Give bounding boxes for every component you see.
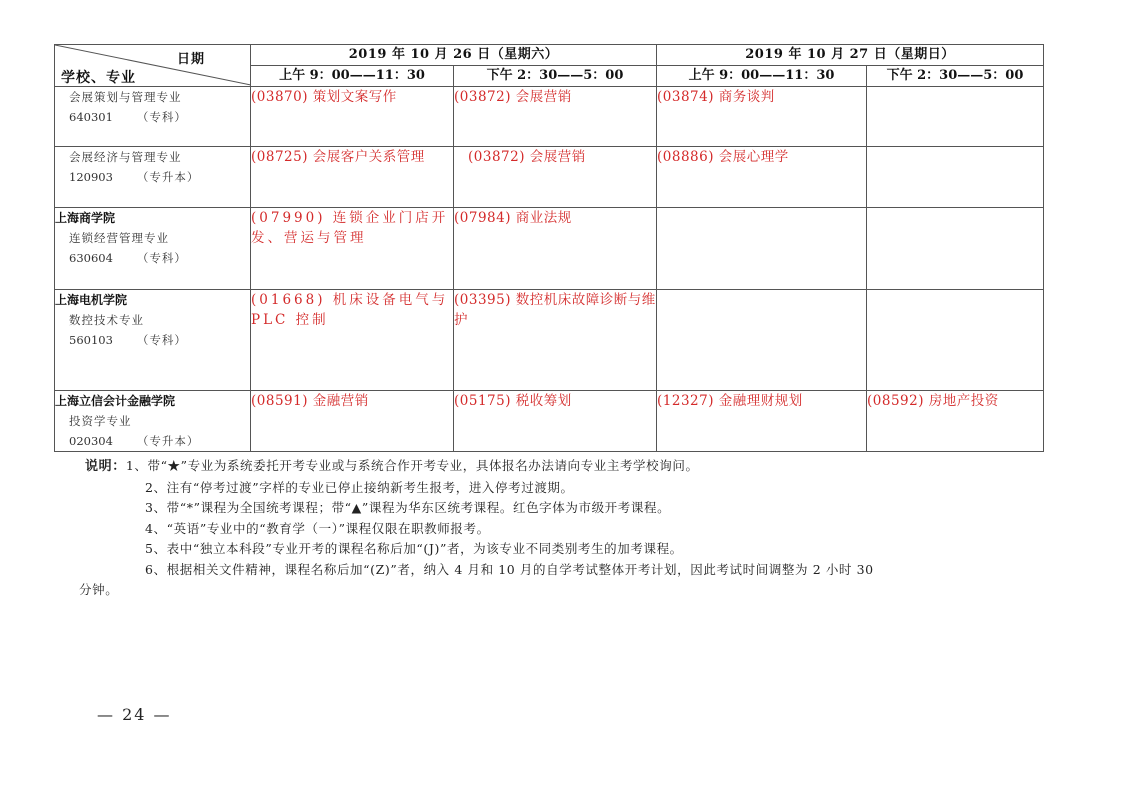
course-cell: [867, 147, 1044, 208]
course-cell: (03870) 策划文案写作: [251, 87, 454, 147]
code-value: 640301: [69, 110, 113, 124]
notes-label: 说明：: [85, 459, 126, 474]
course-cell: (05175) 税收筹划: [454, 391, 657, 452]
course-cell: [867, 290, 1044, 391]
day-header-1: 2019 年 10 月 26 日（星期六）: [251, 45, 657, 66]
course-cell: [867, 87, 1044, 147]
level-value: （专升本）: [136, 434, 200, 448]
time-header-2: 下午 2：30——5：00: [454, 66, 657, 87]
course-cell: (08886) 会展心理学: [657, 147, 867, 208]
code-value: 630604: [69, 251, 113, 265]
major-name: 投资学专业: [69, 414, 132, 428]
table-row: [55, 87, 1044, 147]
table-row: [55, 208, 1044, 290]
course-cell: [867, 208, 1044, 290]
major-name: 会展经济与管理专业: [69, 150, 182, 164]
note-item: 2、注有“停考过渡”字样的专业已停止接纳新考生报考，进入停考过渡期。: [145, 479, 574, 495]
level-value: （专科）: [136, 333, 187, 347]
header-corner-cell: [55, 45, 251, 87]
major-code: [55, 248, 250, 268]
header-school-label: 学校、专业: [61, 70, 136, 86]
course-cell: (08591) 金融营销: [251, 391, 454, 452]
level-value: （专科）: [136, 251, 187, 265]
course-cell: (01668) 机床设备电气与PLC 控制: [251, 290, 454, 391]
note-item-continuation: 分钟。: [79, 582, 119, 597]
header-date-label: 日期: [176, 52, 205, 67]
major-name: 连锁经营管理专业: [69, 231, 169, 245]
major-code: [55, 431, 250, 451]
course-cell: (07984) 商业法规: [454, 208, 657, 290]
major-code: [55, 107, 250, 127]
day-header-2: 2019 年 10 月 27 日（星期日）: [657, 45, 1044, 66]
note-item: [85, 456, 1035, 478]
course-cell: [657, 208, 867, 290]
school-cell: [55, 147, 251, 208]
school-name: 上海立信会计金融学院: [55, 394, 176, 408]
course-cell: (12327) 金融理财规划: [657, 391, 867, 452]
note-item: 4、“英语”专业中的“教育学（一）”课程仅限在职教师报考。: [145, 520, 490, 536]
notes-section: [79, 456, 1035, 601]
course-cell: (08592) 房地产投资: [867, 391, 1044, 452]
time-header-3: 上午 9：00——11：30: [657, 66, 867, 87]
table-row: [55, 391, 1044, 452]
major-name: 会展策划与管理专业: [69, 90, 182, 104]
school-cell: [55, 391, 251, 452]
page-number: — 24 —: [97, 705, 172, 724]
table-row: [55, 290, 1044, 391]
note-item: 6、根据相关文件精神，课程名称后加“(Z)”者，纳入 4 月和 10 月的自学考试整体开考计划，因此考试时间调整为 2 小时 30: [145, 561, 874, 577]
school-name: 上海商学院: [55, 211, 116, 225]
major-code: [55, 330, 250, 350]
level-value: （专科）: [136, 110, 187, 124]
course-cell: (03874) 商务谈判: [657, 87, 867, 147]
course-cell: (03872) 会展营销: [454, 147, 657, 208]
exam-schedule-table: [54, 44, 1044, 452]
school-cell: [55, 290, 251, 391]
code-value: 560103: [69, 333, 113, 347]
time-header-4: 下午 2：30——5：00: [867, 66, 1044, 87]
course-cell: (07990) 连锁企业门店开发、营运与管理: [251, 208, 454, 290]
major-code: [55, 167, 250, 187]
course-cell: (03395) 数控机床故障诊断与维护: [454, 290, 657, 391]
note-item: 3、带“*”课程为全国统考课程；带“▲”课程为华东区统考课程。红色字体为市级开考课程。: [145, 500, 671, 515]
time-header-1: 上午 9：00——11：30: [251, 66, 454, 87]
level-value: （专升本）: [136, 170, 200, 184]
school-cell: [55, 208, 251, 290]
course-cell: [657, 290, 867, 391]
note-text: 1、带“★”专业为系统委托开考专业或与系统合作开考专业，具体报名办法请向专业主考学校询问。: [125, 458, 699, 473]
major-name: 数控技术专业: [69, 313, 144, 327]
school-name: 上海电机学院: [55, 293, 128, 307]
note-item: 5、表中“独立本科段”专业开考的课程名称后加“(J)”者，为该专业不同类别考生的加考课程。: [145, 541, 683, 556]
code-value: 120903: [69, 170, 113, 184]
code-value: 020304: [69, 434, 113, 448]
course-cell: (03872) 会展营销: [454, 87, 657, 147]
table-row: [55, 147, 1044, 208]
school-cell: [55, 87, 251, 147]
course-cell: (08725) 会展客户关系管理: [251, 147, 454, 208]
